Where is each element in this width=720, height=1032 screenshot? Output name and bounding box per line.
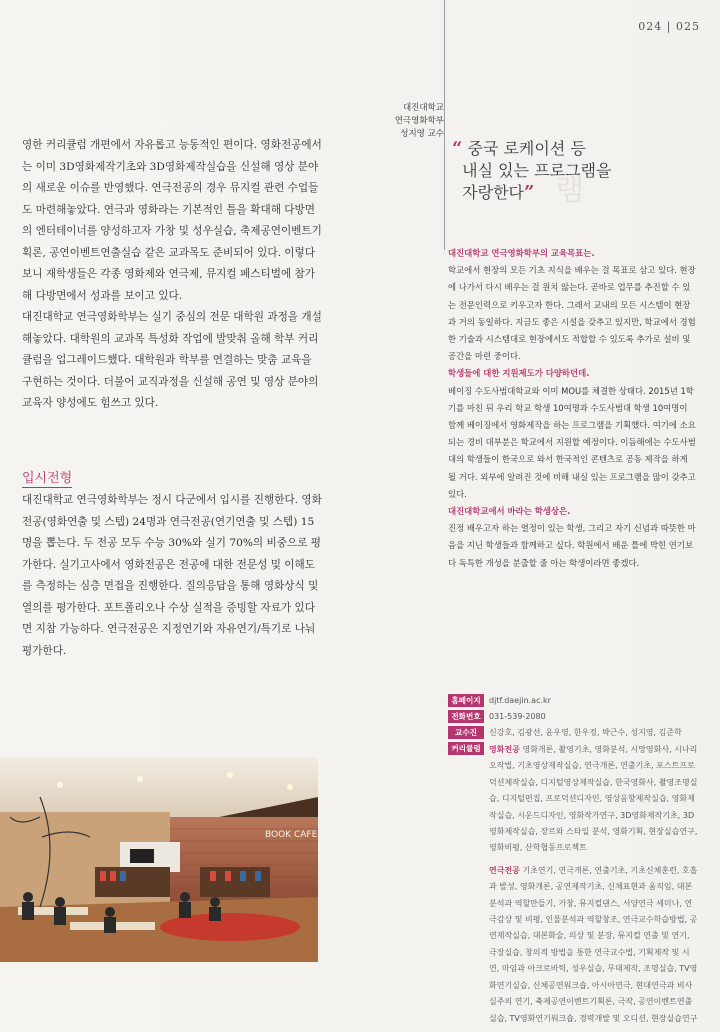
info-box: [448, 694, 698, 1030]
homepage-url[interactable]: djtf.daejin.ac.kr: [489, 696, 551, 705]
quote-line: 내실 있는 프로그램을: [462, 161, 612, 180]
film-label: 영화전공: [489, 745, 520, 754]
paragraph: 영한 커리큘럼 개편에서 자유롭고 능동적인 편이다. 영화전공에서는 이미 3D영화제작기초와 3D영화제작실습을 신설해 영상 분야의 새로운 이슈를 반영했다. 연극전공의 경우 뮤지컬 관련 수업들도 마련해놓았다. 연극과 영화라는 기본적인 틀을 확대해 다방면의 엔터테이너를 양성하고자 가창 및 성우실습, 축제공연이벤트기획론, 공연이벤트연출실습 같은 교과목도 준비되어 있다. 이렇다 보니 재학생들은 각종 영화제와 연극제, 뮤지컬 페스티벌에 참가해 다방면에서 성과를 보이고 있다.: [22, 139, 322, 302]
phone-number: 031-539-2080: [489, 712, 546, 721]
answer: 학교에서 현장의 모든 기초 지식을 배우는 걸 목표로 삼고 있다. 현장에 나가서 다시 배우는 걸 원치 않는다. 곧바로 업무를 추진할 수 있는 전문인력으로 키우고자 한다. 그래서 교내의 모든 시스템이 현장과 거의 동일하다. 지금도 좋은 시설을 갖추고 있지만, 학교에서 경험한 기술과 시스템대로 현장에서도 적합할 수 있도록 추가로 설비 및 공간을 마련 중이다.: [448, 265, 696, 362]
book-cafe-photo: [0, 757, 318, 962]
article-body: [22, 135, 322, 415]
book-cafe-sign: BOOK CAFE: [265, 830, 318, 840]
page-number: 024 | 025: [638, 20, 700, 33]
faculty-row: [448, 726, 698, 739]
theatre-label: 연극전공: [489, 865, 520, 875]
curriculum-list: [489, 742, 698, 1027]
author-credit: [374, 102, 444, 141]
faded-background-text: 램: [555, 173, 584, 208]
homepage-row: [448, 694, 698, 707]
answer: 진정 배우고자 하는 열정이 있는 학생, 그리고 자기 신념과 따뜻한 마음을 지닌 학생들과 함께하고 싶다. 학원에서 배운 틀에 박힌 연기보다 독특한 개성을 분출할 줄 아는 학생이라면 좋겠다.: [448, 523, 696, 568]
book-cafe-illustration: [0, 757, 318, 962]
phone-tag: 전화번호: [448, 710, 484, 723]
homepage-tag: 홈페이지: [448, 694, 484, 707]
author-school: 대진대학교: [402, 103, 444, 113]
question: 대진대학교 연극영화학부의 교육목표는.: [448, 248, 595, 258]
author-name: 성지영 교수: [400, 129, 444, 139]
answer: 베이징 수도사범대학교와 이미 MOU를 체결한 상태다. 2015년 1학기를 마친 뒤 우리 학교 학생 10여명과 수도사범대 학생 10여명이 함께 베이징에서 영화제작을 하는 프로그램을 기획했다. 여기에 소요되는 경비 대부분은 학교에서 지원할 예정이다. 이듬해에는 수도사범대의 학생들이 한국으로 와서 한국적인 콘텐츠로 공동 제작을 하게 될 거다. 외부에 알려진 것에 비해 내실 있는 프로그램을 많이 갖추고 있다.: [448, 385, 696, 499]
faculty-list: 신강호, 김광선, 윤우영, 한우정, 박근수, 성지영, 김준학: [489, 728, 682, 737]
theatre-courses: 기초연기, 연극개론, 연출기초, 기초신체훈련, 호흡과 발성, 영화개론, 공연제작기초, 신체표현과 움직임, 대본분석과 역할만들기, 가창, 뮤지컬댄스, 서양연극 세미나, 연극감상 및 비평, 인물분석과 역할창조, 연극교수학습방법, 공연제작실습, 대본화술, 의상 및 분장, 뮤지컬 연출 및 연기, 극장실습, 창의적 방법을 통한 연극교수법, 기획제작 및 시연, 마임과 아크로바틱, 성우실습, 무대제작, 조명실습, TV영화연기실습, 신체공연워크숍, 아시아연극, 현대연극과 비사실주의 연기, 축제공연이벤트기획론, 극작, 공연이벤트연출실습, TV영화연기워크숍, 경력개발 및 오디션, 현장실습연구: [489, 865, 698, 1023]
film-courses: 영화개론, 촬영기초, 영화분석, 시망영화사, 시나리오작법, 기초영상제작실습, 연극개론, 연출기초, 포스트프로덕션제작실습, 디지털영상제작실습, 한국영화사, 촬영조명실습, 디지털편집, 프로덕션디자인, 영상음향제작실습, 영화제작실습, 시운드디자인, 영화작가연구, 3D영화제작기초, 3D영화제작실습, 장르와 스타일 분석, 영화기획, 현장실습연구, 영화비평, 산학협동프로젝트: [489, 745, 698, 853]
admission-body: [22, 490, 322, 662]
quote-line: 중국 로케이션 등: [467, 139, 586, 158]
question: 학생들에 대한 지원제도가 다양하던데.: [448, 368, 590, 379]
curriculum-row: [448, 742, 698, 1027]
section-title: 입시전형: [22, 467, 72, 488]
paragraph: 대진대학교 연극영화학부는 정시 다군에서 입시를 진행한다. 영화전공(영화연출 및 스텝) 24명과 연극전공(연기연출 및 스텝) 15명을 뽑는다. 두 전공 모두 수능 30%와 실기 70%의 비중으로 평가한다. 실기고사에서 영화전공은 전공에 대한 전문성 및 이해도를 측정하는 심층 면접을 진행한다. 질의응답을 통해 영화상식 및 열의를 평가한다. 포트폴리오나 수상 실적을 증빙할 자료가 있다면 지참 가능하다. 연극전공은 지정연기와 자유연기/특기로 나눠 평가한다.: [22, 494, 322, 657]
pull-quote: [452, 138, 652, 204]
phone-row: [448, 710, 698, 723]
paragraph: 대진대학교 연극영화학부는 실기 중심의 전문 대학원 과정을 개설해놓았다. 대학원의 교과목 특성화 작업에 발맞춰 올해 학부 커리큘럼을 업그레이드했다. 대학원과 학부를 연결하는 맞춤 교육을 구현하는 것이다. 더불어 교직과정을 신설해 공연 및 영상 분야의 교육자 양성에도 힘쓰고 있다.: [22, 311, 322, 409]
question: 대진대학교에서 바라는 학생상은.: [448, 506, 571, 517]
interview: [448, 245, 698, 572]
divider: [444, 0, 445, 250]
curriculum-tag: 커리큘럼: [448, 742, 484, 755]
author-dept: 연극영화학부: [394, 116, 444, 126]
faculty-tag: 교수진: [448, 726, 484, 739]
open-quote-mark: “: [452, 138, 463, 159]
close-quote-mark: ”: [524, 182, 535, 203]
quote-line: 자랑한다: [462, 183, 524, 202]
